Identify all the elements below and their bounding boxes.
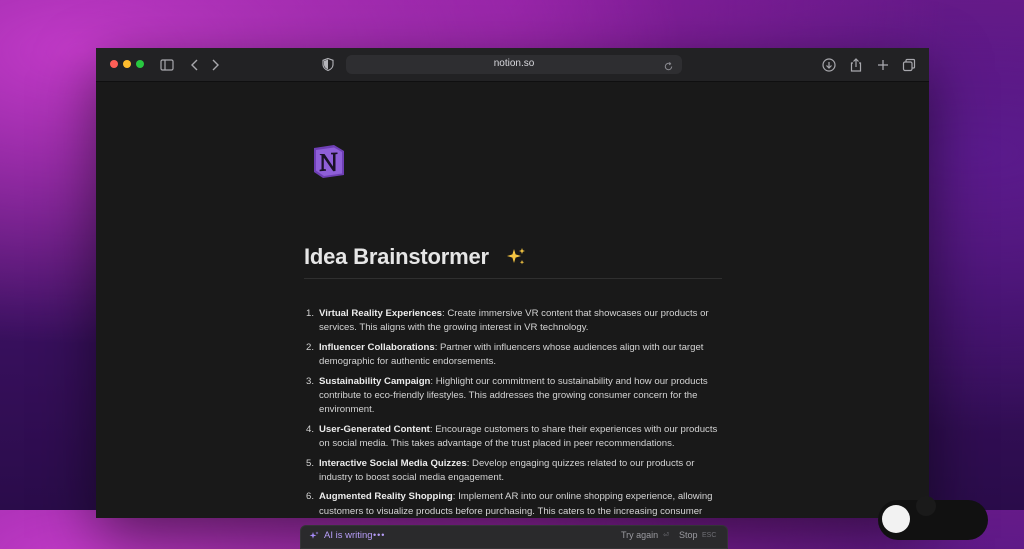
ai-typing-dots: ••• xyxy=(373,530,386,540)
list-item[interactable]: 6. Augmented Reality Shopping: Implement AR into our online shopping experience, allowing customers to visualize products before purchasing. This caters to the increasing consumer xyxy=(306,491,713,517)
shield-icon[interactable] xyxy=(322,58,334,71)
reload-icon[interactable] xyxy=(663,59,674,70)
list-item[interactable]: 1. Virtual Reality Experiences: Create immersive VR content that showcases our products or services. This aligns with the growing interest in VR technology. xyxy=(306,308,709,334)
idea-name: Sustainability Campaign xyxy=(319,375,431,387)
tabs-overview-icon[interactable] xyxy=(901,57,917,73)
idea-text: : Partner with influencers whose audiences align with our target demographic for authentic endorsements. xyxy=(319,341,704,368)
try-again-shortcut: ⏎ xyxy=(663,532,669,539)
share-icon[interactable] xyxy=(848,57,864,73)
idea-text: : Implement AR into our online shopping experience, allowing customers to visualize products before purchasing. This caters to the increasing consumer xyxy=(319,491,713,517)
minimize-window-button[interactable] xyxy=(123,60,131,68)
idea-text: : Create immersive VR content that showcases our products or services. This aligns with the growing interest in VR technology. xyxy=(319,308,709,334)
stop-button[interactable]: Stop xyxy=(679,530,698,540)
help-badge xyxy=(916,496,936,516)
list-item[interactable]: 4. User-Generated Content: Encourage customers to share their experiences with our products on social media. This takes advantage of the trust placed in peer recommendations. xyxy=(306,423,718,450)
ai-status-text: AI is writing xyxy=(324,530,373,541)
close-window-button[interactable] xyxy=(110,60,118,68)
idea-name: User-Generated Content xyxy=(319,423,430,435)
list-item[interactable]: 3. Sustainability Campaign: Highlight our commitment to sustainability and how our products contribute to eco-friendly lifestyles. This addresses the growing consumer concern for the environment. xyxy=(306,375,708,416)
idea-text: : Highlight our commitment to sustainability and how our products contribute to eco-friendly lifestyles. This addresses the growing consumer concern for the environment. xyxy=(319,375,708,416)
idea-name: Augmented Reality Shopping xyxy=(319,491,453,503)
notion-logo xyxy=(310,142,348,180)
title-divider xyxy=(304,278,722,279)
try-again-button[interactable]: Try again xyxy=(621,530,659,540)
list-item[interactable]: 5. Interactive Social Media Quizzes: Develop engaging quizzes related to our products or industry to boost social media engagement. xyxy=(306,457,695,484)
page-title: Idea Brainstormer xyxy=(304,244,489,269)
ai-writing-bar xyxy=(300,525,728,549)
idea-text: : Develop engaging quizzes related to our products or industry to boost social media engagement. xyxy=(319,457,695,484)
stop-shortcut: ESC xyxy=(702,532,717,539)
idea-name: Virtual Reality Experiences xyxy=(319,308,443,319)
download-icon[interactable] xyxy=(821,57,837,73)
forward-icon[interactable] xyxy=(207,57,223,73)
idea-text: : Encourage customers to share their experiences with our products on social media. This takes advantage of the trust placed in peer recommendations. xyxy=(319,423,718,450)
list-item[interactable]: 2. Influencer Collaborations: Partner with influencers whose audiences align with our target demographic for authentic endorsements. xyxy=(306,341,704,368)
new-tab-icon[interactable] xyxy=(875,57,891,73)
zoom-window-button[interactable] xyxy=(136,60,144,68)
ai-sparkle-icon xyxy=(309,531,319,541)
notion-page xyxy=(96,82,929,541)
idea-name: Influencer Collaborations xyxy=(319,341,435,353)
sidebar-icon[interactable] xyxy=(159,57,175,73)
browser-toolbar xyxy=(96,48,929,82)
sparkles-icon xyxy=(505,246,527,268)
idea-name: Interactive Social Media Quizzes xyxy=(319,457,467,469)
idea-list xyxy=(304,307,724,524)
browser-window xyxy=(96,48,929,541)
url-text: notion.so xyxy=(493,58,535,69)
help-avatar[interactable] xyxy=(882,505,910,533)
address-bar[interactable] xyxy=(346,55,682,74)
back-icon[interactable] xyxy=(187,57,203,73)
